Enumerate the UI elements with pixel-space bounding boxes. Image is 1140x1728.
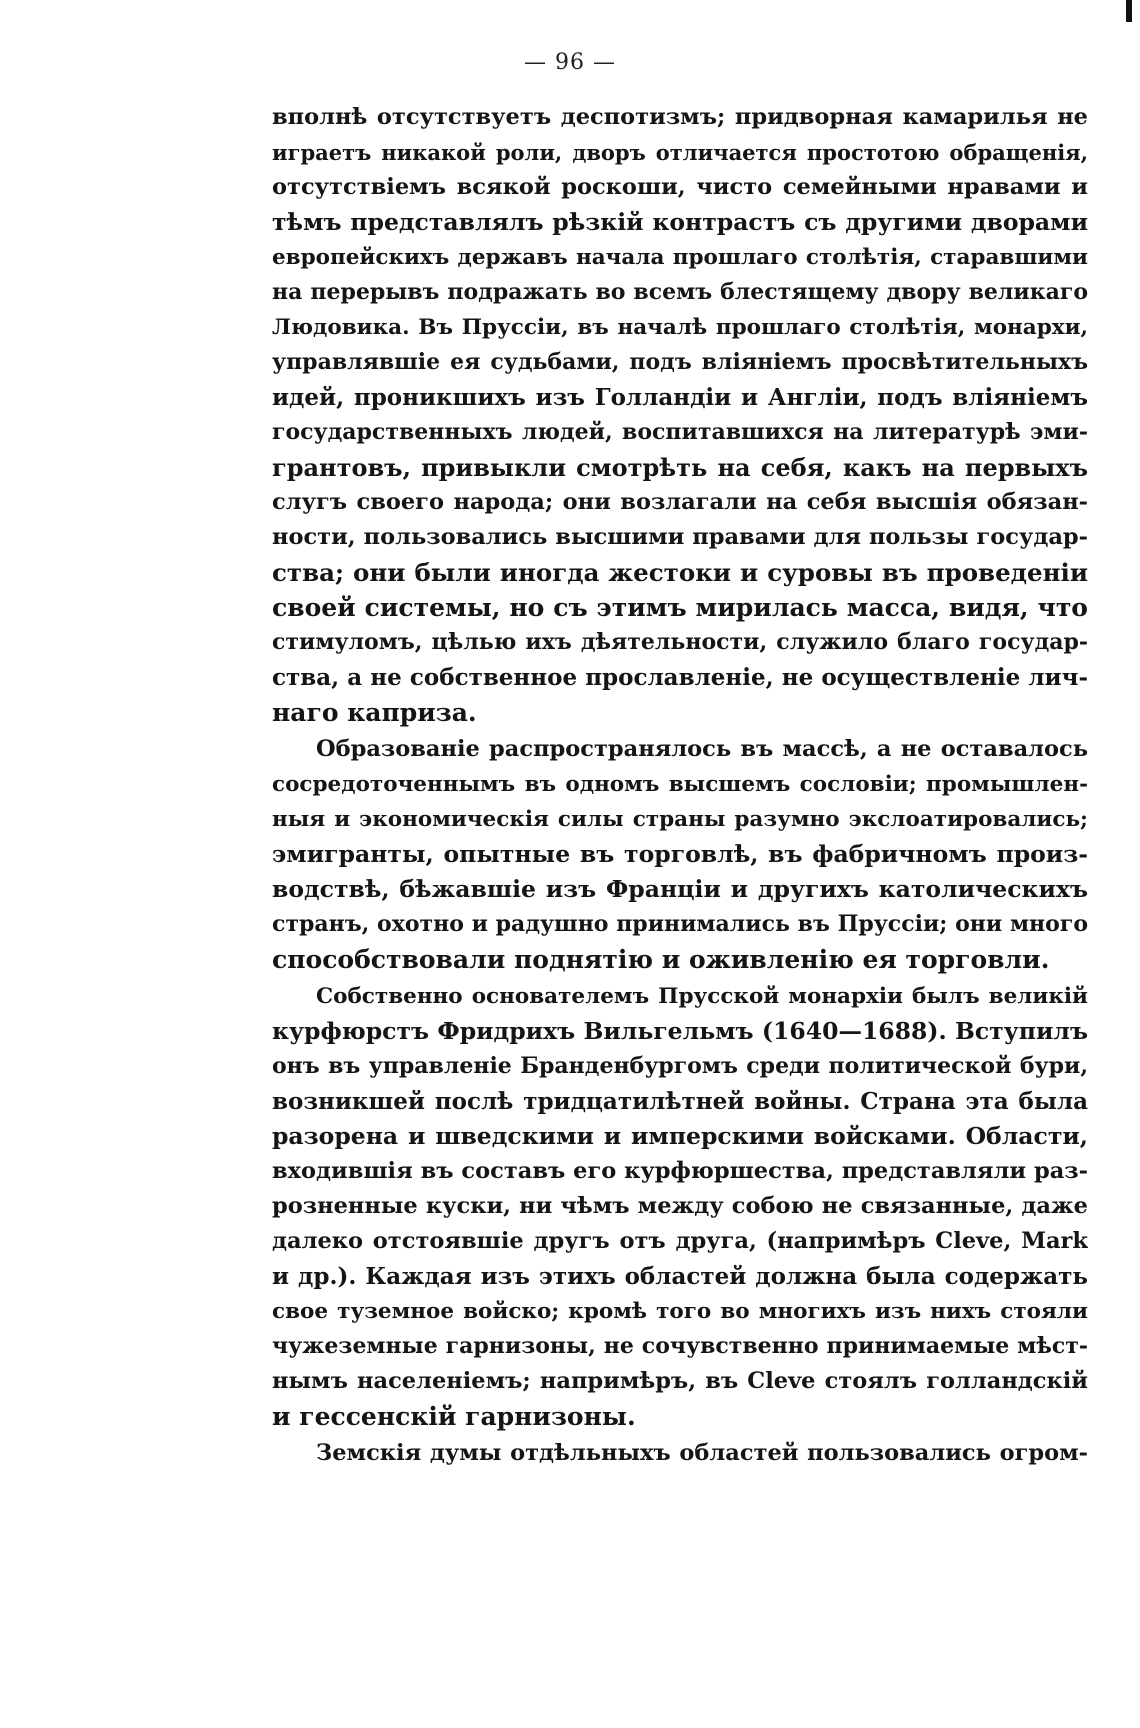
text-line: далеко отстоявшіе другъ отъ друга, (напримѣръ Cleve, Mark	[272, 1228, 1088, 1254]
text-line: эмигранты, опытные въ торговлѣ, въ фабричномъ произ-	[272, 840, 1088, 868]
text-line: свое туземное войско; кромѣ того во многихъ изъ нихъ стояли	[272, 1299, 1088, 1324]
text-line: странъ, охотно и радушно принимались въ Пруссіи; они много	[272, 911, 1088, 937]
paragraph	[272, 732, 1088, 977]
text-line: стимуломъ, цѣлью ихъ дѣятельности, служило благо государ-	[272, 629, 1088, 655]
text-line: сосредоточеннымъ въ одномъ высшемъ сословіи; промышлен-	[272, 772, 1088, 797]
text-line: чужеземные гарнизоны, не сочувственно принимаемые мѣст-	[272, 1333, 1088, 1359]
paragraph	[272, 979, 1088, 1434]
text-line: и гессенскій гарнизоны.	[272, 1402, 636, 1431]
text-line: и др.). Каждая изъ этихъ областей должна была содержать	[272, 1263, 1088, 1290]
text-line: вполнѣ отсутствуетъ деспотизмъ; придворная камарилья не	[272, 104, 1088, 130]
text-line: европейскихъ державъ начала прошлаго столѣтія, старавшими	[272, 245, 1088, 270]
text-line: нымъ населеніемъ; напримѣръ, въ Cleve стоялъ голландскій	[272, 1368, 1088, 1394]
text-line: Собственно основателемъ Прусской монархіи былъ великій	[316, 984, 1088, 1009]
text-line: входившія въ составъ его курфюршества, представляли раз-	[272, 1158, 1088, 1184]
text-line: наго каприза.	[272, 698, 477, 727]
text-line: тѣмъ представлялъ рѣзкій контрастъ съ другими дворами	[272, 208, 1088, 236]
body-text	[272, 100, 1088, 1473]
text-line: ности, пользовались высшими правами для пользы государ-	[272, 524, 1088, 550]
text-line: ства; они были иногда жестоки и суровы въ проведеніи	[272, 558, 1088, 587]
text-line: Образованіе распространялось въ массѣ, а не оставалось	[316, 736, 1088, 762]
edge-mark	[1126, 0, 1132, 22]
paragraph	[272, 100, 1088, 730]
text-line: Людовика. Въ Пруссіи, въ началѣ прошлаго столѣтія, монархи,	[272, 315, 1088, 340]
text-line: курфюрстъ Фридрихъ Вильгельмъ (1640—1688). Вступилъ	[272, 1017, 1088, 1045]
text-line: грантовъ, привыкли смотрѣть на себя, какъ на первыхъ	[272, 453, 1088, 482]
text-line: государственныхъ людей, воспитавшихся на литературѣ эми-	[272, 419, 1088, 445]
text-line: разорена и шведскими и имперскими войсками. Области,	[272, 1122, 1088, 1150]
text-line: способствовали поднятію и оживленію ея торговли.	[272, 945, 1050, 974]
text-line: слугъ своего народа; они возлагали на себя высшія обязан-	[272, 489, 1088, 515]
text-line: отсутствіемъ всякой роскоши, чисто семейными нравами и	[272, 174, 1088, 200]
text-line: возникшей послѣ тридцатилѣтней войны. Страна эта была	[272, 1088, 1088, 1115]
text-line: управлявшіе ея судьбами, подъ вліяніемъ просвѣтительныхъ	[272, 349, 1088, 375]
text-line: своей системы, но съ этимъ мирилась масса, видя, что	[272, 593, 1088, 622]
page-number: — 96 —	[524, 50, 616, 75]
text-line: идей, проникшихъ изъ Голландіи и Англіи, подъ вліяніемъ	[272, 384, 1088, 411]
text-line: розненные куски, ни чѣмъ между собою не связанные, даже	[272, 1193, 1088, 1219]
text-line: водствѣ, бѣжавшіе изъ Франціи и другихъ католическихъ	[272, 875, 1088, 903]
text-line: ныя и экономическія силы страны разумно экслоатировались;	[272, 807, 1088, 832]
text-line: на перерывъ подражать во всемъ блестящему двору великаго	[272, 279, 1088, 305]
paragraph	[272, 1436, 1088, 1471]
text-line: онъ въ управленіе Бранденбургомъ среди политической бури,	[272, 1053, 1088, 1079]
text-line: играетъ никакой роли, дворъ отличается простотою обращенія,	[272, 140, 1088, 165]
text-line: ства, а не собственное прославленіе, не осуществленіе лич-	[272, 664, 1088, 691]
text-line: Земскія думы отдѣльныхъ областей пользовались огром-	[316, 1440, 1088, 1466]
